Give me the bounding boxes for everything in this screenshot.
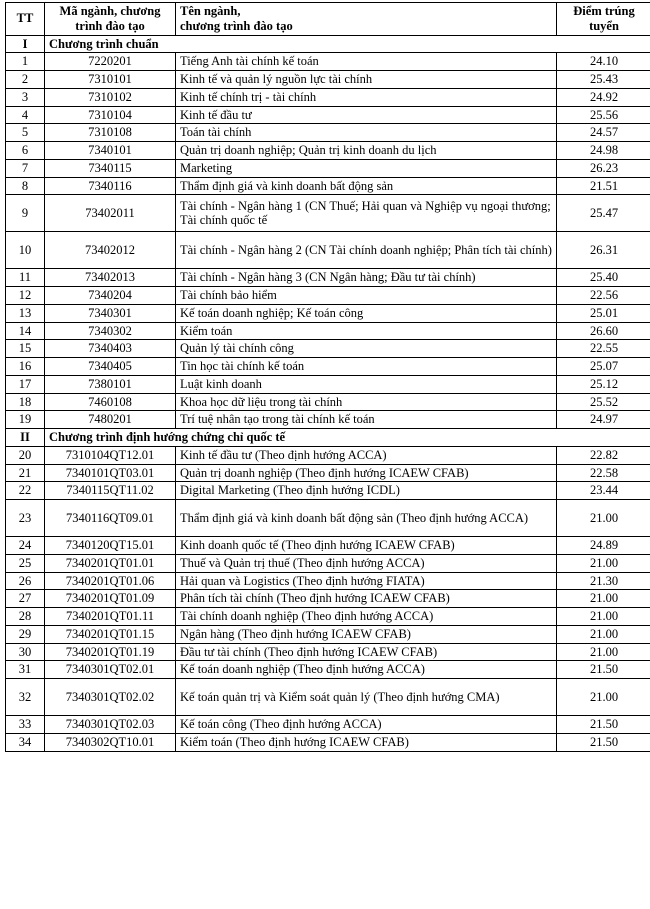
header-row — [6, 3, 650, 36]
cell-major-code: 73402013 — [45, 269, 176, 287]
table-row — [6, 124, 650, 142]
cell-major-code: 7340301QT02.03 — [45, 716, 176, 734]
cell-major-name: Kinh tế chính trị - tài chính — [176, 88, 557, 106]
table-row — [6, 608, 650, 626]
table-row — [6, 643, 650, 661]
cell-major-name: Kinh doanh quốc tế (Theo định hướng ICAEW CFAB) — [176, 537, 557, 555]
cell-tt: 15 — [6, 340, 45, 358]
cell-major-code: 7340201QT01.19 — [45, 643, 176, 661]
cell-major-code: 7340101QT03.01 — [45, 464, 176, 482]
cell-major-code: 7340201QT01.15 — [45, 625, 176, 643]
cell-major-code: 7340116 — [45, 177, 176, 195]
cell-major-code: 7340115QT11.02 — [45, 482, 176, 500]
table-row — [6, 537, 650, 555]
table-row — [6, 71, 650, 89]
cell-major-code: 7220201 — [45, 53, 176, 71]
cell-score: 22.56 — [557, 287, 650, 305]
cell-tt: 11 — [6, 269, 45, 287]
cell-major-code: 7340301QT02.01 — [45, 661, 176, 679]
header-score-line2: tuyển — [589, 18, 619, 33]
cell-major-name: Tài chính - Ngân hàng 3 (CN Ngân hàng; Đầu tư tài chính) — [176, 269, 557, 287]
cell-major-code: 7340115 — [45, 159, 176, 177]
cell-tt: 3 — [6, 88, 45, 106]
table-row — [6, 195, 650, 232]
cell-tt: 28 — [6, 608, 45, 626]
cell-score: 22.58 — [557, 464, 650, 482]
cell-major-code: 7340301QT02.02 — [45, 679, 176, 716]
cell-major-code: 7340301 — [45, 304, 176, 322]
table-row — [6, 358, 650, 376]
table-row — [6, 340, 650, 358]
cell-major-code: 7340201QT01.09 — [45, 590, 176, 608]
table-row — [6, 733, 650, 751]
table-group-row — [6, 429, 650, 447]
table-row — [6, 375, 650, 393]
cell-tt: 25 — [6, 554, 45, 572]
cell-major-name: Quản trị doanh nghiệp (Theo định hướng ICAEW CFAB) — [176, 464, 557, 482]
cell-score: 24.10 — [557, 53, 650, 71]
cell-major-name: Quản lý tài chính công — [176, 340, 557, 358]
cell-major-code: 7310108 — [45, 124, 176, 142]
cell-major-code: 7340120QT15.01 — [45, 537, 176, 555]
table-row — [6, 572, 650, 590]
group-roman-numeral: I — [6, 35, 45, 53]
cell-tt: 10 — [6, 232, 45, 269]
table-row — [6, 554, 650, 572]
table-row — [6, 88, 650, 106]
cell-score: 25.12 — [557, 375, 650, 393]
cell-major-code: 7310104QT12.01 — [45, 446, 176, 464]
cell-tt: 32 — [6, 679, 45, 716]
cell-major-name: Kinh tế và quản lý nguồn lực tài chính — [176, 71, 557, 89]
cell-major-name: Kinh tế đầu tư — [176, 106, 557, 124]
cell-tt: 26 — [6, 572, 45, 590]
cell-major-name: Quản trị doanh nghiệp; Quản trị kinh doanh du lịch — [176, 142, 557, 160]
cell-tt: 17 — [6, 375, 45, 393]
cell-tt: 2 — [6, 71, 45, 89]
cell-major-name: Tài chính bảo hiểm — [176, 287, 557, 305]
header-score-line1: Điểm trúng — [573, 4, 635, 18]
cell-major-name: Kế toán doanh nghiệp; Kế toán công — [176, 304, 557, 322]
table-row — [6, 716, 650, 734]
cell-score: 24.89 — [557, 537, 650, 555]
cell-score: 26.23 — [557, 159, 650, 177]
cell-score: 24.92 — [557, 88, 650, 106]
table-row — [6, 177, 650, 195]
cell-major-name: Thẩm định giá và kinh doanh bất động sản (Theo định hướng ACCA) — [176, 500, 557, 537]
cell-tt: 23 — [6, 500, 45, 537]
cell-score: 21.00 — [557, 500, 650, 537]
cell-major-name: Tin học tài chính kế toán — [176, 358, 557, 376]
cell-score: 21.00 — [557, 554, 650, 572]
cell-major-code: 7340201QT01.11 — [45, 608, 176, 626]
cell-score: 21.00 — [557, 608, 650, 626]
header-major-code — [45, 3, 176, 36]
cell-score: 24.97 — [557, 411, 650, 429]
cell-major-name: Tài chính - Ngân hàng 2 (CN Tài chính doanh nghiệp; Phân tích tài chính) — [176, 232, 557, 269]
cell-tt: 29 — [6, 625, 45, 643]
cell-score: 25.07 — [557, 358, 650, 376]
group-label: Chương trình chuẩn — [45, 35, 650, 53]
header-major-code-line1: Mã ngành, chương — [59, 4, 161, 18]
cell-major-code: 73402012 — [45, 232, 176, 269]
cell-score: 25.52 — [557, 393, 650, 411]
cell-major-code: 7310104 — [45, 106, 176, 124]
cell-major-name: Digital Marketing (Theo định hướng ICDL) — [176, 482, 557, 500]
cell-major-name: Hải quan và Logistics (Theo định hướng FIATA) — [176, 572, 557, 590]
table-row — [6, 625, 650, 643]
header-major-name-line2: chương trình đào tạo — [180, 18, 293, 33]
cell-score: 25.01 — [557, 304, 650, 322]
cell-major-code: 7340201QT01.06 — [45, 572, 176, 590]
table-row — [6, 269, 650, 287]
header-major-code-line2: trình đào tạo — [75, 18, 145, 33]
cell-major-name: Thẩm định giá và kinh doanh bất động sản — [176, 177, 557, 195]
cell-score: 23.44 — [557, 482, 650, 500]
group-roman-numeral: II — [6, 429, 45, 447]
cell-major-name: Phân tích tài chính (Theo định hướng ICAEW CFAB) — [176, 590, 557, 608]
cell-major-code: 7340302 — [45, 322, 176, 340]
cell-score: 25.40 — [557, 269, 650, 287]
cell-tt: 22 — [6, 482, 45, 500]
table-row — [6, 500, 650, 537]
cell-major-code: 7340403 — [45, 340, 176, 358]
group-label: Chương trình định hướng chứng chỉ quốc tế — [45, 429, 650, 447]
header-major-name — [176, 3, 557, 36]
cell-major-name: Kinh tế đầu tư (Theo định hướng ACCA) — [176, 446, 557, 464]
table-row — [6, 679, 650, 716]
cell-score: 25.56 — [557, 106, 650, 124]
cell-score: 21.50 — [557, 661, 650, 679]
table-row — [6, 446, 650, 464]
table-row — [6, 304, 650, 322]
cell-major-name: Tài chính doanh nghiệp (Theo định hướng ACCA) — [176, 608, 557, 626]
cell-major-code: 7340116QT09.01 — [45, 500, 176, 537]
cell-major-name: Đầu tư tài chính (Theo định hướng ICAEW CFAB) — [176, 643, 557, 661]
cell-score: 21.00 — [557, 625, 650, 643]
cell-tt: 27 — [6, 590, 45, 608]
cell-score: 26.31 — [557, 232, 650, 269]
cell-score: 21.51 — [557, 177, 650, 195]
cell-major-name: Kế toán doanh nghiệp (Theo định hướng ACCA) — [176, 661, 557, 679]
cell-score: 21.30 — [557, 572, 650, 590]
cell-major-code: 7340201QT01.01 — [45, 554, 176, 572]
cell-score: 25.47 — [557, 195, 650, 232]
cell-tt: 13 — [6, 304, 45, 322]
cell-major-name: Toán tài chính — [176, 124, 557, 142]
table-row — [6, 393, 650, 411]
cell-score: 21.00 — [557, 679, 650, 716]
cell-score: 21.00 — [557, 590, 650, 608]
cell-tt: 33 — [6, 716, 45, 734]
cell-score: 21.00 — [557, 643, 650, 661]
table-row — [6, 53, 650, 71]
cell-tt: 9 — [6, 195, 45, 232]
cell-tt: 31 — [6, 661, 45, 679]
cell-major-code: 7340302QT10.01 — [45, 733, 176, 751]
table-row — [6, 287, 650, 305]
table-header — [6, 3, 650, 36]
cell-score: 21.50 — [557, 716, 650, 734]
cell-tt: 21 — [6, 464, 45, 482]
cell-tt: 7 — [6, 159, 45, 177]
cell-tt: 1 — [6, 53, 45, 71]
cell-major-code: 7310102 — [45, 88, 176, 106]
table-row — [6, 159, 650, 177]
cell-tt: 12 — [6, 287, 45, 305]
cell-major-name: Marketing — [176, 159, 557, 177]
cell-major-code: 7340405 — [45, 358, 176, 376]
cell-tt: 14 — [6, 322, 45, 340]
cell-major-code: 7340101 — [45, 142, 176, 160]
table-body — [6, 35, 650, 751]
table-row — [6, 590, 650, 608]
admission-score-table — [5, 2, 650, 752]
cell-major-name: Kế toán quản trị và Kiểm soát quản lý (Theo định hướng CMA) — [176, 679, 557, 716]
cell-score: 26.60 — [557, 322, 650, 340]
table-row — [6, 464, 650, 482]
cell-major-name: Khoa học dữ liệu trong tài chính — [176, 393, 557, 411]
cell-major-name: Thuế và Quản trị thuế (Theo định hướng ACCA) — [176, 554, 557, 572]
cell-tt: 19 — [6, 411, 45, 429]
cell-major-name: Kế toán công (Theo định hướng ACCA) — [176, 716, 557, 734]
cell-tt: 30 — [6, 643, 45, 661]
header-tt: TT — [6, 3, 45, 36]
table-row — [6, 411, 650, 429]
cell-major-name: Trí tuệ nhân tạo trong tài chính kế toán — [176, 411, 557, 429]
cell-major-code: 7460108 — [45, 393, 176, 411]
cell-score: 21.50 — [557, 733, 650, 751]
cell-major-name: Tài chính - Ngân hàng 1 (CN Thuế; Hải quan và Nghiệp vụ ngoại thương; Tài chính quốc tế — [176, 195, 557, 232]
cell-tt: 6 — [6, 142, 45, 160]
cell-tt: 8 — [6, 177, 45, 195]
table-row — [6, 661, 650, 679]
cell-major-name: Kiểm toán — [176, 322, 557, 340]
cell-major-name: Luật kinh doanh — [176, 375, 557, 393]
cell-tt: 20 — [6, 446, 45, 464]
header-major-name-line1: Tên ngành, — [180, 4, 241, 18]
cell-major-code: 7310101 — [45, 71, 176, 89]
cell-major-code: 7380101 — [45, 375, 176, 393]
table-row — [6, 106, 650, 124]
table-row — [6, 232, 650, 269]
cell-tt: 18 — [6, 393, 45, 411]
cell-major-code: 7340204 — [45, 287, 176, 305]
cell-tt: 4 — [6, 106, 45, 124]
cell-tt: 34 — [6, 733, 45, 751]
cell-score: 22.82 — [557, 446, 650, 464]
cell-score: 24.57 — [557, 124, 650, 142]
cell-major-code: 73402011 — [45, 195, 176, 232]
cell-major-name: Tiếng Anh tài chính kế toán — [176, 53, 557, 71]
cell-major-code: 7480201 — [45, 411, 176, 429]
cell-score: 25.43 — [557, 71, 650, 89]
table-row — [6, 482, 650, 500]
cell-score: 24.98 — [557, 142, 650, 160]
table-group-row — [6, 35, 650, 53]
cell-tt: 16 — [6, 358, 45, 376]
cell-score: 22.55 — [557, 340, 650, 358]
table-row — [6, 142, 650, 160]
cell-major-name: Ngân hàng (Theo định hướng ICAEW CFAB) — [176, 625, 557, 643]
header-score — [557, 3, 650, 36]
cell-tt: 5 — [6, 124, 45, 142]
cell-tt: 24 — [6, 537, 45, 555]
cell-major-name: Kiểm toán (Theo định hướng ICAEW CFAB) — [176, 733, 557, 751]
table-row — [6, 322, 650, 340]
